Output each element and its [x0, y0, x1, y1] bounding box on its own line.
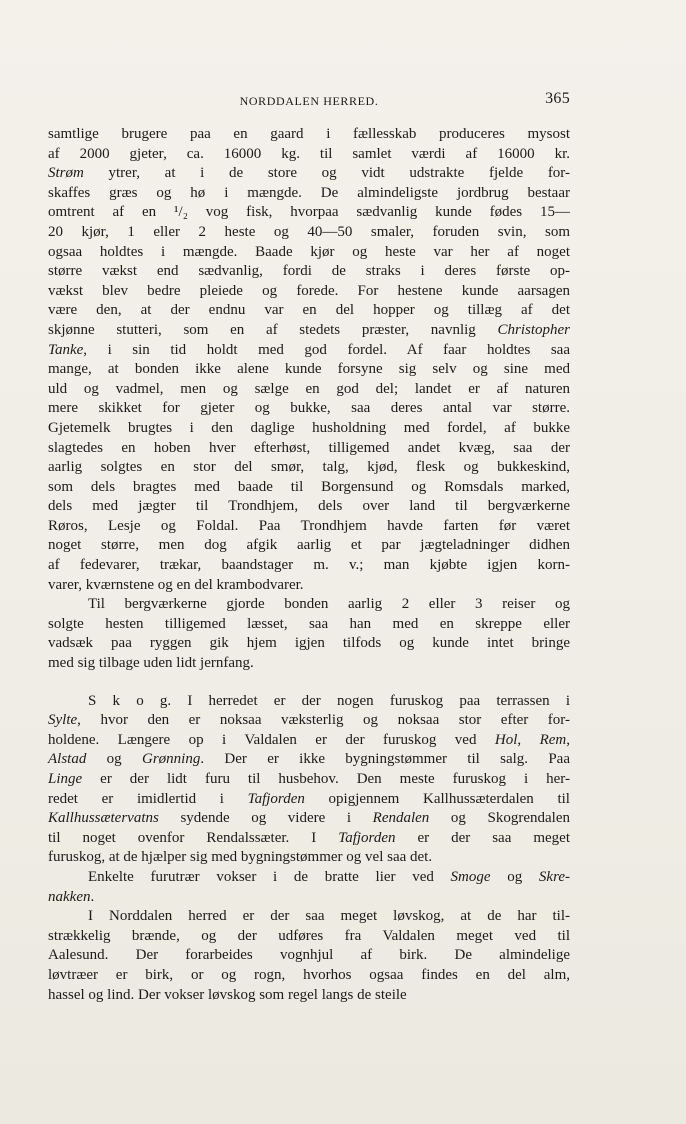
text-line: Gjetemelk brugtes i den daglige husholdning med fordel, af bukke [48, 419, 570, 436]
text-line: til noget ovenfor Rendalssæter. I Tafjorden er der saa meget [48, 829, 570, 846]
text-line: furuskog, at de hjælper sig med bygningstømmer og vel saa det. [48, 849, 433, 866]
text-line: dels med jægter til Trondhjem, dels over land til bergværkerne [48, 498, 570, 515]
text-line: som dels bragtes med baade til Borgensund og Romsdals marked, [48, 478, 570, 495]
text-line: mange, at bonden ikke alene kunde forsyne sig selv og sine med [48, 361, 570, 378]
text-line: skaffes græs og hø i mængde. De almindeligste jordbrug bestaar [48, 184, 570, 201]
text-line: Enkelte furutrær vokser i de bratte lier ved Smoge og Skre- [88, 868, 571, 885]
text-line: Til bergværkerne gjorde bonden aarlig 2 eller 3 reiser og [88, 596, 570, 613]
text-line: samtlige brugere paa en gaard i fællesskab produceres mysost [48, 126, 570, 142]
text-line: vadsæk paa ryggen gik hjem igjen tilfods og kunde intet bringe [48, 635, 570, 652]
text-line: strækkelig brænde, og der udføres fra Valdalen meget ved til [48, 927, 570, 944]
running-title: NORDDALEN HERRED. [239, 94, 379, 108]
text-line: med sig tilbage uden lidt jernfang. [48, 655, 254, 672]
text-line: varer, kværnstene og en del krambodvarer. [48, 576, 304, 593]
text-line: Røros, Lesje og Foldal. Paa Trondhjem havde farten før været [48, 517, 570, 534]
text-line: vækst blev bedre pleiede og forede. For hestene kunde aarsagen [48, 282, 570, 299]
paragraph-furutraer [48, 868, 570, 907]
running-header [48, 90, 570, 112]
text-line: mere skikket for gjeter og bukke, saa deres antal var større. [48, 400, 570, 417]
text-line: af fedevarer, trækar, baandstager m. v.; man kjøbte igjen korn- [48, 557, 570, 574]
text-line: Linge er der lidt furu til husbehov. Den meste furuskog i her- [48, 771, 570, 787]
text-line: Tanke, i sin tid holdt med god fordel. Af faar holdtes saa [48, 341, 570, 358]
body-text [48, 125, 570, 1005]
paragraph-bergvaerk [48, 595, 570, 673]
paragraph-lovskog [48, 907, 570, 1005]
text-line: større vækst end sædvanlig, fordi de straks i deres første op- [48, 263, 570, 280]
paragraph-skog [48, 692, 570, 868]
text-line: Strøm ytrer, at i de store og vidt udstrakte fjelde for- [48, 165, 570, 182]
text-line: solgte hesten tilligemed læsset, saa han med en skreppe eller [48, 615, 570, 632]
text-line: Sylte, hvor den er noksaa væksterlig og noksaa stor efter for- [48, 712, 570, 729]
text-line: I Norddalen herred er der saa meget løvskog, at de har til- [88, 908, 570, 925]
text-line: skjønne stutteri, som en af stedets præster, navnlig Christopher [48, 321, 570, 338]
text-line: redet er imidlertid i Tafjorden opigjennem Kallhussæterdalen til [48, 790, 570, 807]
text-line: løvtræer er birk, or og rogn, hvorhos ogsaa findes en del alm, [48, 966, 570, 983]
paragraph-husdyr [48, 125, 570, 595]
text-line: S k o g. I herredet er der nogen furuskog paa terrassen i [88, 692, 570, 709]
paragraph-gap [48, 674, 570, 692]
text-line: nakken. [48, 888, 95, 905]
text-line: ogsaa holdtes i mængde. Baade kjør og heste var her af noget [48, 243, 570, 260]
text-line: af 2000 gjeter, ca. 16000 kg. til samlet værdi af 16000 kr. [48, 145, 570, 162]
text-line: hassel og lind. Der vokser løvskog som regel langs de steile [48, 986, 407, 1003]
text-line: Kallhussætervatns sydende og videre i Rendalen og Skogrendalen [48, 810, 570, 827]
page-number: 365 [545, 90, 570, 107]
text-line: omtrent af en ¹/₂ vog fisk, hvorpaa sædvanlig kunde fødes 15— [48, 204, 570, 221]
text-line: slagtedes en hoben hver efterhøst, tilligemed andet kvæg, saa der [48, 439, 570, 456]
text-line: holdene. Længere op i Valdalen er der furuskog ved Hol, Rem, [48, 731, 570, 748]
text-line: være den, at der endnu var en del hopper og tillæg af det [48, 302, 570, 319]
text-line: noget større, men dog afgik aarlig et par jægteladninger didhen [48, 537, 570, 554]
text-line: uld og vadmel, men og sælge en god del; landet er af naturen [48, 380, 570, 397]
text-line: Alstad og Grønning. Der er ikke bygningstømmer til salg. Paa [48, 751, 570, 768]
text-line: 20 kjør, 1 eller 2 heste og 40—50 smaler, foruden svin, som [48, 223, 570, 240]
text-line: Aalesund. Der forarbeides vognhjul af birk. De almindelige [48, 947, 570, 964]
text-line: aarlig solgtes en stor del smør, talg, kjød, flesk og bukkeskind, [48, 459, 570, 476]
